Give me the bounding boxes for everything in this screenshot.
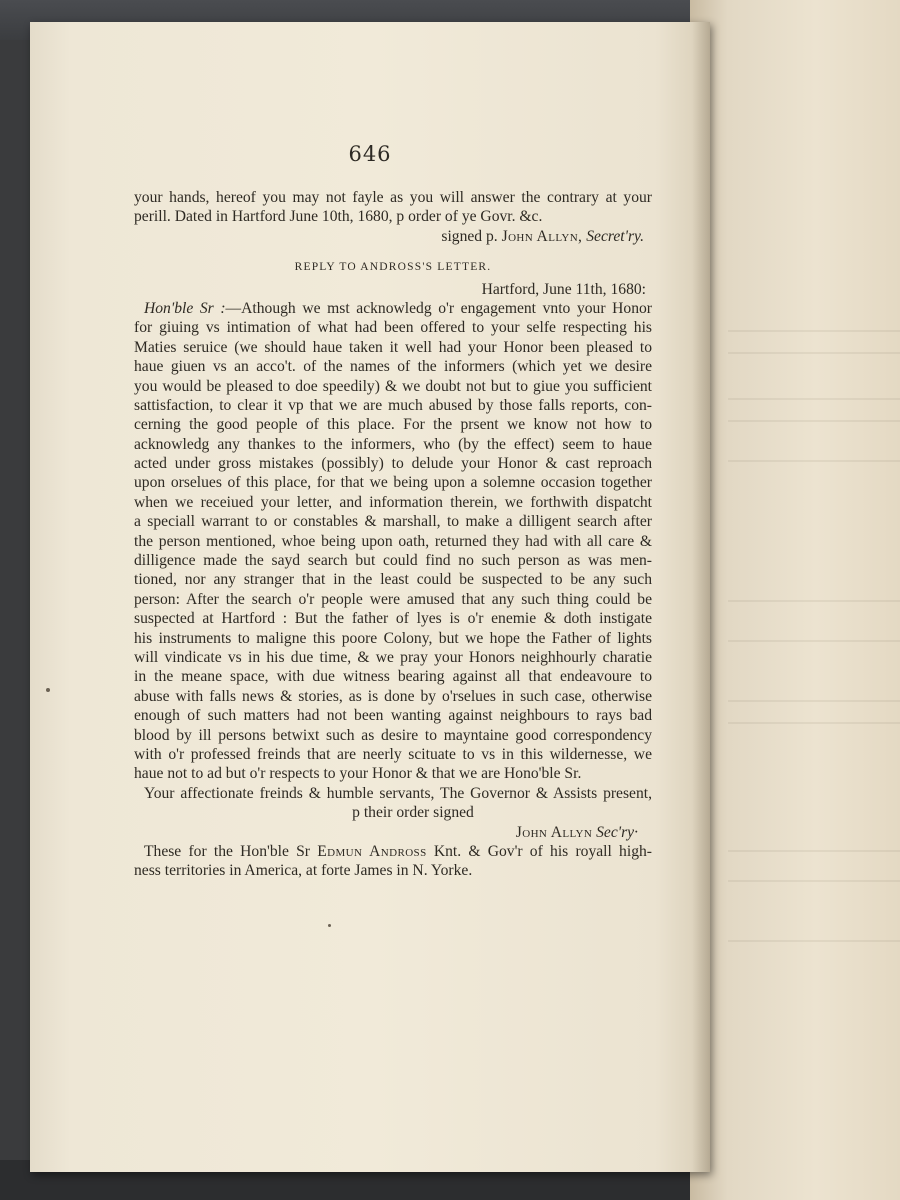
signature-prefix: signed p. [441,227,498,245]
closing-line: Your affectionate freinds & humble servants, The Governor & Assists present, [144,784,652,802]
body-line: abuse with falls news & stories, as is done by o'rselues in such case, otherwise [134,687,652,705]
signature-title: Secret'ry. [586,227,644,245]
bleed-through-line [728,330,900,332]
body-line [134,299,652,318]
address-line [134,842,652,861]
book-page [30,22,710,1172]
body-line: person: After the search o'r people were amused that any such thing could be [134,590,652,608]
body-line: suspected at Hartford : But the father of lyes is o'r enemie & doth instigate [134,610,652,628]
dateline: Hartford, June 11th, 1680: [481,280,646,298]
body-line: when we receiued your letter, and information therein, we forthwith dispatcht [134,493,652,511]
page-text [134,188,652,881]
closing-by: p their order signed [352,804,474,822]
bleed-through-line [728,460,900,462]
body-line: tioned, nor any stranger that in the least could be suspected to be any such [134,571,652,589]
closing-signature [134,823,652,842]
page-number: 646 [348,142,392,166]
signature-line [134,227,652,246]
bleed-through-line [728,420,900,422]
opening-line: perill. Dated in Hartford June 10th, 1680, p order of ye Govr. &c. [134,208,543,226]
body-line: cerning the good people of this place. For the prsent we know not how to [134,416,652,434]
paper-speck [328,924,331,927]
body-line: you would be pleased to doe speedily) & we doubt not but to giue you sufficient [134,377,652,395]
body-line: haue giuen vs an acco't. of the names of the informers (which yet we desire [134,358,652,376]
paper-speck [46,688,50,692]
body-line: sattisfaction, to clear it vp that we are much abused by those falls reports, con- [134,396,652,414]
body-line-text: —Athough we mst acknowledg o'r engagement vnto your Honor [225,299,652,317]
bleed-through-line [728,398,900,400]
body-line: with o'r professed freinds that are neerly scituate to vs in this wildernesse, we [134,745,652,763]
body-line: acted under gross mistakes (possibly) to delude your Honor & cast reproach [134,455,652,473]
body-line: acknowledg any thankes to the informers, who (by the effect) seem to haue [134,435,652,453]
body-line: his instruments to maligne this poore Colony, but we hope the Father of lights [134,629,652,647]
facing-page [690,0,900,1200]
signature-name: John Allyn, [501,227,583,245]
closing-signature-name: John Allyn [515,823,593,841]
address-name: Edmun Andross [317,842,427,860]
body-line: in the meane space, with due witness bearing against all that endeavoure to [134,668,652,686]
body-line: for giuing vs intimation of what had been offered to your selfe respecting his [134,319,652,337]
body-line: blood by ill persons betwixt such as desire to mayntaine good correspondency [134,726,652,744]
body-line: Maties seruice (we should haue taken it well had your Honor been pleased to [134,338,652,356]
gutter-shadow [692,22,710,1172]
bleed-through-line [728,600,900,602]
section-heading: REPLY TO ANDROSS'S LETTER. [294,261,492,274]
bleed-through-line [728,700,900,702]
bleed-through-line [728,640,900,642]
salutation: Hon'ble Sr : [144,299,226,317]
body-line: dilligence made the sayd search but could find no such person as was men- [134,552,652,570]
bleed-through-line [728,880,900,882]
address-line: ness territories in America, at forte James in N. Yorke. [134,862,473,880]
closing-signature-title: Sec'ry· [596,823,638,841]
address-rest: Knt. & Gov'r of his royall high- [433,842,652,860]
body-line: a speciall warrant to or constables & marshall, to make a dilligent search after [134,513,652,531]
body-line: will vindicate vs in his due time, & we pray your Honors neighhourly charatie [134,648,652,666]
bleed-through-line [728,722,900,724]
body-line: upon orselues of this place, for that we being upon a solemne occasion together [134,474,652,492]
bleed-through-line [728,850,900,852]
bleed-through-line [728,352,900,354]
opening-line: your hands, hereof you may not fayle as you will answer the contrary at your [134,189,652,206]
body-line: haue not to ad but o'r respects to your Honor & that we are Hono'ble Sr. [134,765,582,783]
address-prefix: These for the Hon'ble Sr [144,842,310,860]
bleed-through-line [728,940,900,942]
body-line: enough of such matters had not been wanting against neighbours to rays bad [134,707,652,725]
body-line: the person mentioned, whoe being upon oath, returned they had with all care & [134,532,652,550]
